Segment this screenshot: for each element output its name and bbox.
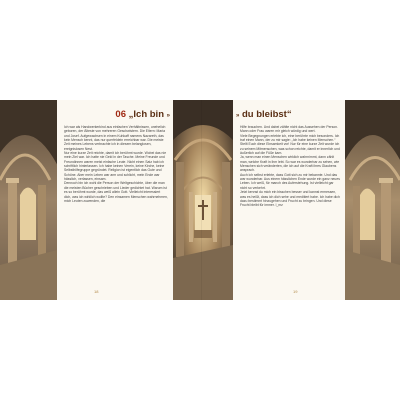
paragraph: Ja, wenn man einen Menschen wirklich wahrnimmt, dann zählt man, welche Kraft in ihm lebt. So war es wunderbar zu sehen, wie Menschen sich veränderten, die ich auf die Kraft ihres Glaubens ansprach. — [240, 155, 340, 173]
title-part-1: „Ich bin — [128, 109, 165, 120]
paragraph: Jetzt kennst du mich ein bisschen besser und kannst ermessen, was es heißt, dass ich dich sehe und meditiert habe. Ich habe dich dazu bestimmt hinzugehen und Frucht zu bringen. Und diese Frucht bleibt für immer. l_mz — [240, 190, 340, 208]
paragraph: Dennoch bin ich wohl die Person der Weltgeschichte, über die man die meisten Bücher geschrieben und Lieder gedichtet hat. Warum ist es so berühmt wurde, das weiß allein Gott. Vielleicht interessiert dich, was ich wirklich wollte? Den einsamen Menschen wahrnehmen, mich Leuten zuwenden, die — [64, 181, 168, 203]
chapter-number: 06 — [115, 109, 126, 120]
right-page — [233, 100, 345, 300]
arrow-right-icon: » — [236, 113, 240, 119]
right-page-title — [236, 109, 292, 120]
crypt-photo-left — [0, 100, 57, 300]
book-spread — [0, 100, 400, 300]
left-page-title — [115, 109, 170, 120]
paragraph: Auch ich selbst erlebte, dass Gott sich zu mir bekannte. Und das war wunderbar. Aus einem hässlichen Ende wurde ein ganz neues Leben. Ich weiß, für manch des Auferstehung. Ist vielleicht gar nicht so verkehrt. — [240, 172, 340, 190]
page-number-left: 18 — [94, 289, 99, 294]
arrow-right-icon: » — [166, 113, 170, 119]
right-page-body — [240, 125, 340, 208]
left-page — [57, 100, 173, 300]
left-page-body — [64, 125, 168, 203]
title-part-2: du bleibst“ — [241, 109, 292, 120]
paragraph: Hilfe brauchen. Und dabei zählte nicht das Aussehen der Person. Mann oder Frau waren mir gleich würdig und wert. — [240, 125, 339, 134]
paragraph: Viele Begegnungen erlebte ich, eine berührte mich besonders. Ich traf einen Mann, der zu mir sagte: „Ich habe keinen Menschen.“ Stellt Euch diese Einsamkeit vor! Nur für eine kurze Zeit wurde ich zu seinem Mitmenschen, was schon reichte, damit er innerlich und äußerlich auf die Füße kam. — [240, 133, 340, 156]
page-fold — [201, 100, 202, 300]
paragraph: Ich war als Handwerkerkind aus einfachen Verhältnissen, unehelich geboren, der Älteste von mehreren Geschwistern. Die Eltern: Maria und Josef. Aufgewachsen in einem Kuhkaff namens Nazareth, das kein Mensch kennt, das nur querfeldein erreichbar war. Die meiste Zeit meines Lebens verbrachte ich in diesem belanglosen, ereignislosen Nest. — [64, 125, 166, 151]
page-number-right: 19 — [293, 289, 298, 294]
crypt-photo-center — [173, 100, 233, 300]
crypt-photo-right — [345, 100, 400, 300]
paragraph: Nur eine kurze Zeit reichte, damit ich berühmt wurde. Wobei das nie mein Ziel war. Ich hatte nie Geld in der Tasche. Meine Freunde und Freundinnen waren meist einfache Leute. Nicht einen Satz hab ich schriftlich hinterlassen. Ich habe keinen Verein, keine Kirche, keine Selbsthilfegruppe gegründet. Religion ist eigentlich das Gute und Schöne. Aber mein Leben war arm und schlicht, mein Ende war hässlich, verlassen, einsam. — [64, 151, 167, 182]
